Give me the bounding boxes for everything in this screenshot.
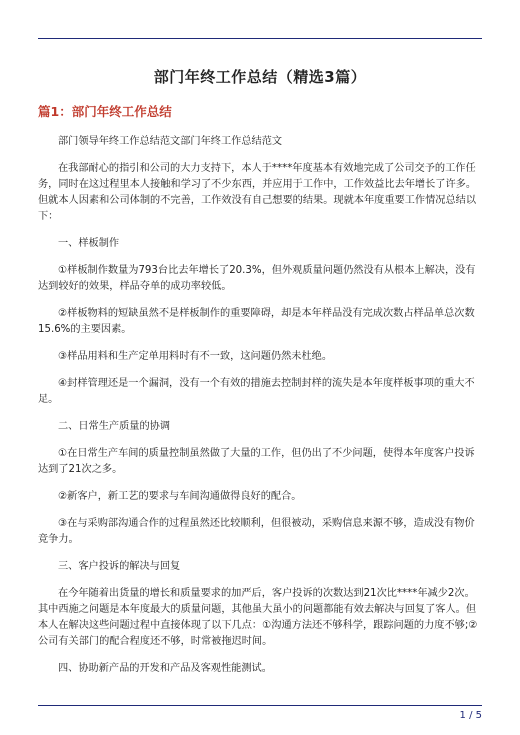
section-heading: 篇1：部门年终工作总结 — [38, 104, 172, 119]
paragraph-summary: 在我部耐心的指引和公司的大力支持下，本人于****年度基本有效地完成了公司交予的工作任务，同时在这过程里本人接触和学习了不少东西，并应用于工作中，工作效益比去年增长了许多。但就本人因素和公司体制的不完善，工作效没有自己想要的结果。现就本年度重要工作情况总结以下： — [38, 163, 477, 222]
document-title: 部门年终工作总结（精选3篇） — [153, 68, 367, 86]
paragraph-item: ④封样管理还是一个漏洞，没有一个有效的措施去控制封样的流失是本年度样板事项的重大不足。 — [38, 378, 475, 405]
paragraph-intro: 部门领导年终工作总结范文部门年终工作总结范文 — [58, 136, 283, 147]
header-rule — [38, 38, 482, 39]
paragraph-item: ①在日常生产车间的质量控制虽然做了大量的工作，但仍出了不少问题，使得本年度客户投诉达到了21次之多。 — [38, 448, 475, 475]
page-number: 1 / 5 — [459, 710, 482, 721]
document-body — [38, 56, 482, 688]
subheading-complaints: 三、客户投诉的解决与回复 — [58, 561, 181, 572]
paragraph-item: ②新客户，新工艺的要求与车间沟通做得良好的配合。 — [58, 491, 302, 502]
footer-rule — [38, 705, 482, 706]
paragraph-item: ②样板物料的短缺虽然不是样板制作的重要障碍，却是本年样品没有完成次数占样品单总次数15.6%的主要因素。 — [38, 308, 475, 335]
subheading-quality: 二、日常生产质量的协调 — [58, 421, 171, 432]
paragraph-item: ③样品用料和生产定单用料时有不一致，这问题仍然未杜绝。 — [58, 351, 333, 362]
paragraph-complaints: 在今年随着出货量的增长和质量要求的加严后，客户投诉的次数达到21次比****年减少2次。其中西施之问题是本年度最大的质量问题，其他虽大虽小的问题都能有效去解决与回复了客人。但本人在解决这些问题过程中直接体现了以下几点：①沟通方法还不够科学，跟踪问题的力度不够;②公司有关部门的配合程度还不够，时常被拖迟时间。 — [38, 588, 478, 647]
subheading-new-products: 四、协助新产品的开发和产品及客观性能测试。 — [58, 663, 272, 674]
subheading-sample-making: 一、样板制作 — [58, 238, 120, 249]
paragraph-item: ③在与采购部沟通合作的过程虽然还比较顺利，但很被动，采购信息来源不够，造成没有物价竞争力。 — [38, 518, 475, 545]
paragraph-item: ①样板制作数量为793台比去年增长了20.3%，但外观质量问题仍然没有从根本上解决，没有达到较好的效果，样品夺单的成功率较低。 — [38, 265, 476, 292]
